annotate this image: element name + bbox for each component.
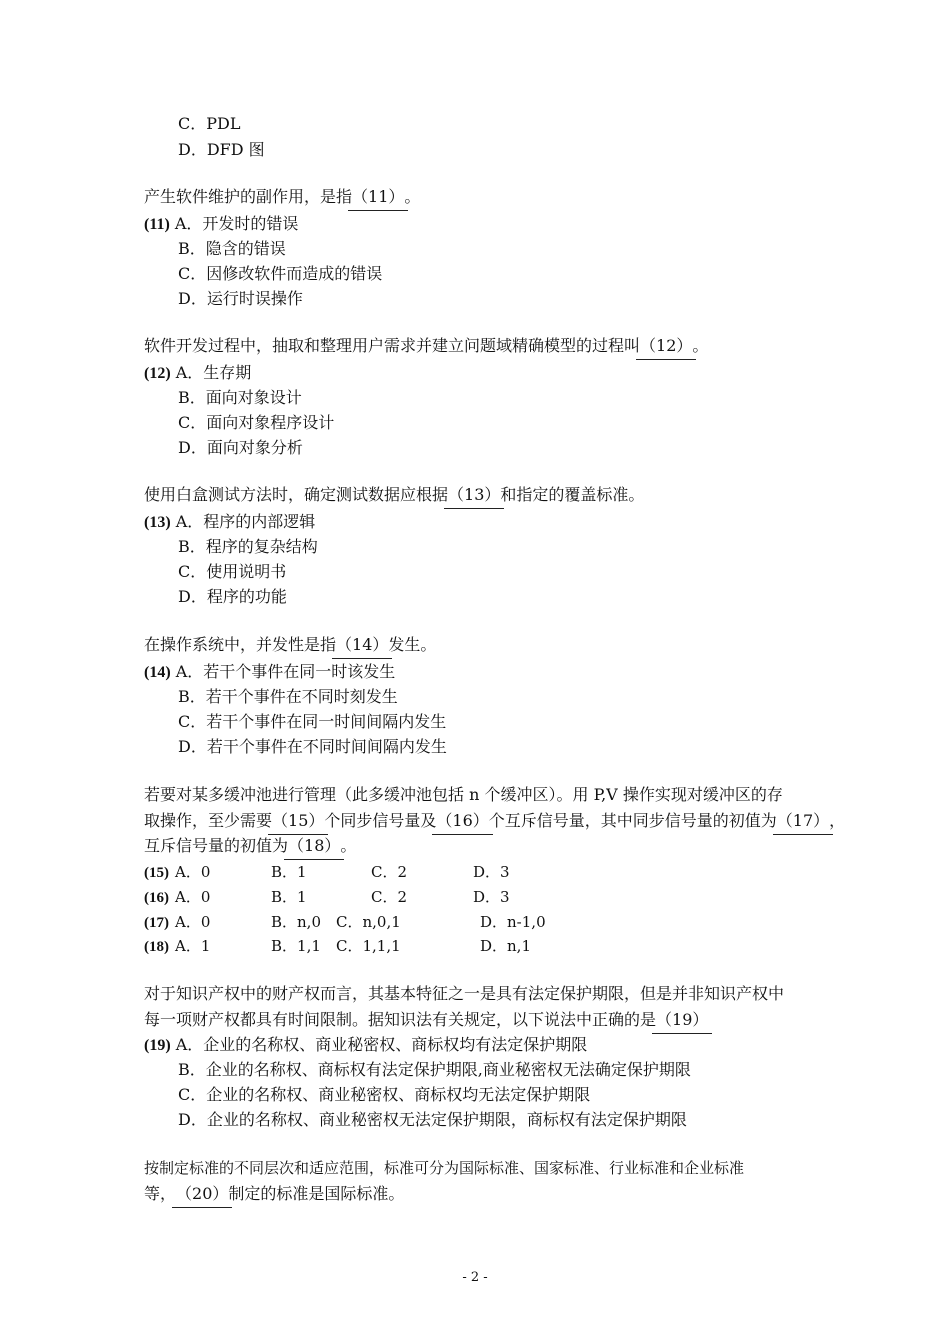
question-19-option-c: C．企业的名称权、商业秘密权、商标权均无法定保护期限 bbox=[178, 1085, 591, 1104]
question-12-option-c: C．面向对象程序设计 bbox=[178, 413, 335, 432]
question-12-option-a bbox=[144, 362, 251, 385]
question-number: (15) bbox=[144, 865, 169, 881]
option-row-18 bbox=[144, 935, 169, 958]
answer-blank-17: （17） bbox=[776, 811, 830, 830]
question-15-stem-line2 bbox=[144, 810, 845, 832]
question-12-option-b: B．面向对象设计 bbox=[178, 388, 302, 407]
question-14-stem bbox=[144, 634, 436, 656]
question-text: 在操作系统中，并发性是指 bbox=[144, 635, 337, 654]
question-number: (14) bbox=[144, 664, 171, 681]
question-13-option-c: C．使用说明书 bbox=[178, 562, 287, 581]
option-b: B．1 bbox=[271, 863, 307, 881]
answer-blank-18: （18） bbox=[288, 836, 341, 855]
question-text: 每一项财产权都具有时间限制。据知识法有关规定，以下说法中正确的是 bbox=[144, 1010, 657, 1029]
question-text: 产生软件维护的副作用，是指 bbox=[144, 187, 353, 206]
question-15-stem-line3 bbox=[144, 835, 356, 857]
option-b: B．1 bbox=[271, 888, 307, 906]
option-a: A．1 bbox=[175, 937, 211, 955]
question-text: 。 bbox=[404, 187, 421, 206]
question-text: 软件开发过程中，抽取和整理用户需求并建立问题域精确模型的过程叫 bbox=[144, 336, 641, 355]
option-a: A．0 bbox=[175, 913, 211, 931]
option-c: C．2 bbox=[371, 863, 408, 881]
question-number: (11) bbox=[144, 216, 170, 233]
option-d: D．n-1,0 bbox=[480, 913, 546, 931]
question-text: 。 bbox=[340, 836, 357, 855]
question-20-stem-line1: 按制定标准的不同层次和适应范围，标准可分为国际标准、国家标准、行业标准和企业标准 bbox=[144, 1159, 745, 1177]
question-text: 使用白盒测试方法时，确定测试数据应根据 bbox=[144, 485, 449, 504]
option-row-15 bbox=[144, 861, 169, 884]
question-19-stem-line2 bbox=[144, 1009, 708, 1031]
option-d: D．DFD 图 bbox=[178, 140, 265, 159]
question-text: 发生。 bbox=[388, 635, 437, 654]
question-11-option-c: C．因修改软件而造成的错误 bbox=[178, 264, 383, 283]
answer-blank-11: （11） bbox=[352, 187, 405, 206]
option-row-17 bbox=[144, 911, 169, 934]
question-20-stem-line2 bbox=[144, 1183, 404, 1205]
question-text: 。 bbox=[692, 336, 709, 355]
question-14-option-a bbox=[144, 661, 395, 684]
question-text: 个互斥信号量，其中同步信号量的初值为 bbox=[488, 811, 777, 830]
option-a: A．0 bbox=[175, 888, 211, 906]
question-19-stem-line1: 对于知识产权中的财产权而言，其基本特征之一是具有法定保护期限，但是并非知识产权中 bbox=[144, 984, 785, 1003]
question-text: 取操作，至少需要 bbox=[144, 811, 273, 830]
option-d: D．3 bbox=[473, 863, 510, 881]
answer-blank-19: （19） bbox=[656, 1010, 709, 1029]
question-12-option-d: D．面向对象分析 bbox=[178, 438, 303, 457]
option-text: A．企业的名称权、商业秘密权、商标权均有法定保护期限 bbox=[175, 1035, 588, 1054]
answer-blank-20: （20） bbox=[176, 1184, 229, 1203]
question-text: ， bbox=[829, 811, 846, 830]
question-11-stem bbox=[144, 186, 420, 208]
question-number: (13) bbox=[144, 514, 171, 531]
question-number: (12) bbox=[144, 365, 171, 382]
question-text: 互斥信号量的初值为 bbox=[144, 836, 289, 855]
option-c: C．PDL bbox=[178, 114, 241, 133]
question-14-option-d: D．若干个事件在不同时间间隔内发生 bbox=[178, 737, 447, 756]
answer-blank-16: （16） bbox=[436, 811, 489, 830]
question-14-option-b: B．若干个事件在不同时刻发生 bbox=[178, 687, 398, 706]
question-14-option-c: C．若干个事件在同一时间间隔内发生 bbox=[178, 712, 447, 731]
question-11-option-b: B．隐含的错误 bbox=[178, 239, 286, 258]
question-13-stem bbox=[144, 484, 644, 506]
question-number: (18) bbox=[144, 939, 169, 955]
option-text: A．若干个事件在同一时该发生 bbox=[175, 662, 396, 681]
question-15-stem-line1: 若要对某多缓冲池进行管理（此多缓冲池包括 n 个缓冲区）。用 P,V 操作实现对缓冲区的存 bbox=[144, 785, 783, 804]
question-13-option-a bbox=[144, 511, 315, 534]
question-13-option-b: B．程序的复杂结构 bbox=[178, 537, 318, 556]
option-d: D．n,1 bbox=[480, 937, 531, 955]
question-19-option-b: B．企业的名称权、商标权有法定保护期限,商业秘密权无法确定保护期限 bbox=[178, 1060, 691, 1079]
question-text: 个同步信号量及 bbox=[324, 811, 437, 830]
question-19-option-a bbox=[144, 1034, 587, 1057]
answer-blank-15: （15） bbox=[272, 811, 325, 830]
option-row-16 bbox=[144, 886, 169, 909]
question-text: 制定的标准是国际标准。 bbox=[228, 1184, 405, 1203]
answer-blank-13: （13） bbox=[448, 485, 501, 504]
option-b: B．1,1 bbox=[271, 937, 321, 955]
question-11-option-a bbox=[144, 213, 298, 236]
option-d: D．3 bbox=[473, 888, 510, 906]
option-c: C．2 bbox=[371, 888, 408, 906]
question-number: (17) bbox=[144, 915, 169, 931]
answer-blank-14: （14） bbox=[336, 635, 389, 654]
option-c: C．1,1,1 bbox=[336, 937, 401, 955]
option-c: C．n,0,1 bbox=[336, 913, 401, 931]
option-b: B．n,0 bbox=[271, 913, 321, 931]
option-text: A．生存期 bbox=[175, 363, 252, 382]
answer-blank-12: （12） bbox=[640, 336, 693, 355]
option-text: A．程序的内部逻辑 bbox=[175, 512, 316, 531]
page-number: - 2 - bbox=[462, 1270, 488, 1285]
option-a: A．0 bbox=[175, 863, 211, 881]
question-13-option-d: D．程序的功能 bbox=[178, 587, 287, 606]
question-11-option-d: D．运行时误操作 bbox=[178, 289, 303, 308]
question-text: 和指定的覆盖标准。 bbox=[500, 485, 645, 504]
question-text: 等， bbox=[144, 1184, 177, 1203]
question-number: (16) bbox=[144, 890, 169, 906]
question-19-option-d: D．企业的名称权、商业秘密权无法定保护期限，商标权有法定保护期限 bbox=[178, 1110, 687, 1129]
option-text: A．开发时的错误 bbox=[174, 214, 299, 233]
question-12-stem bbox=[144, 335, 708, 357]
question-number: (19) bbox=[144, 1037, 171, 1054]
